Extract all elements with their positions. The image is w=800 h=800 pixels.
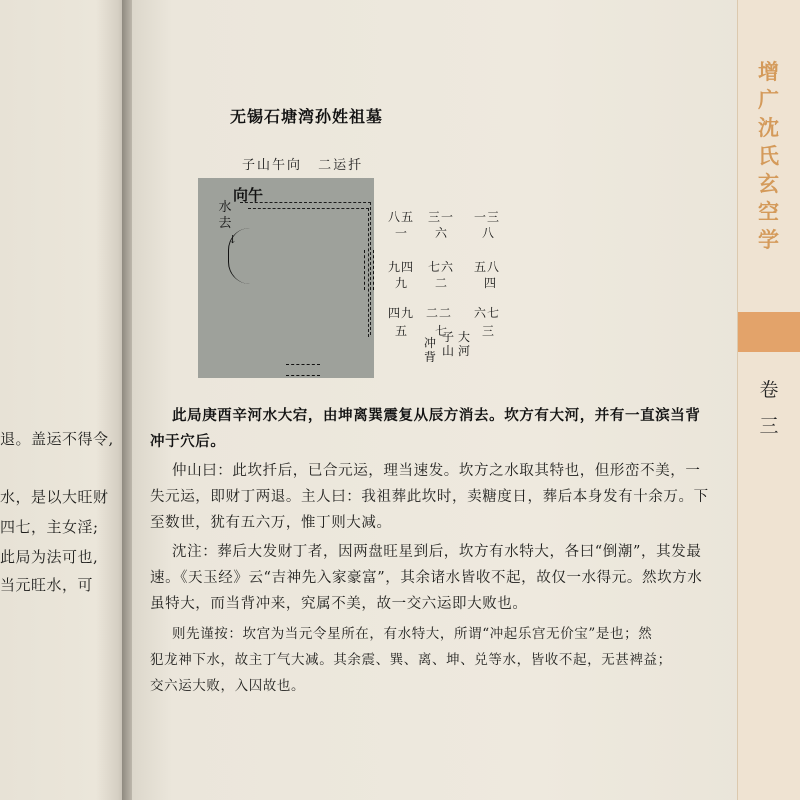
diagram-star-number: 八 [482,226,496,240]
river-hatch-mark [364,250,374,290]
volume-char: 卷 [759,379,779,401]
volume-label-vertical [756,372,782,444]
left-page-line: 四七，主女淫; [0,518,99,536]
diagram-star-number: 一三 [474,210,501,224]
paragraph-line: 速。《天玉经》云“吉神先入家豪富”，其余诸水皆收不起，故仅一水得元。然坎方水 [150,570,703,586]
side-title-char: 广 [758,87,779,112]
left-page-line: 水，是以大旺财 [0,488,109,506]
diagram-star-number: 九四 [388,260,415,274]
diagram-star-number: 二二 [426,306,453,320]
side-title-char: 空 [758,199,779,224]
side-title-char: 氏 [758,143,779,168]
left-page-line: 退。盖运不得令, [0,430,114,448]
diagram-star-number: 四 [484,276,498,290]
chapter-tab [738,312,800,352]
paragraph-line: 犯龙神下水，故主丁气大减。其余震、巽、离、坤、兑等水，皆收不起，无甚裨益； [150,652,672,668]
diagram-star-number: 六 [435,226,449,240]
paragraph-line: 冲于穴后。 [150,434,226,450]
side-title-char: 增 [758,59,779,84]
paragraph-line: 此局庚酉辛河水大宕，由坤离巽震复从辰方消去。坎方有大河，并有一直滨当背 [172,408,701,424]
diagram-bottom-label: 子 山 [442,330,455,358]
side-title-char: 玄 [758,171,779,196]
water-arrow-icon: ↓ [228,233,238,246]
diagram-star-number: 三一 [428,210,455,224]
left-page-line: 当元旺水，可 [0,576,94,594]
article-title: 无锡石塘湾孙姓祖墓 [230,107,384,126]
diagram-star-number: 四九 [388,306,415,320]
diagram-star-number: 九 [395,276,409,290]
side-title-char: 沈 [758,115,779,140]
diagram-star-number: 三 [482,324,496,338]
diagram-star-number: 一 [395,226,409,240]
side-margin-strip [737,0,800,800]
left-page [0,0,128,800]
paragraph-line: 虽特大，而当背冲来，究属不美，故一交六运即大败也。 [150,596,528,612]
book-title-vertical [758,58,778,254]
left-page-line: 此局为法可也, [0,548,99,566]
paragraph-line: 至数世，犹有五六万，惟丁则大减。 [150,515,392,531]
diagram-bottom-label: 大 河 [458,330,471,358]
diagram-inner-border [248,208,369,337]
diagram-star-number: 五八 [474,260,501,274]
volume-char: 三 [759,415,779,437]
article-subtitle: 子山午向 二运扦 [242,158,364,173]
diagram-star-number: 五 [395,324,409,338]
stream-hatch-mark [286,364,320,376]
diagram-star-number: 二 [435,276,449,290]
diagram-star-number: 七六 [428,260,455,274]
diagram-water-label: 水去 [218,200,232,231]
paragraph-line: 交六运大败，入囚故也。 [150,678,306,694]
paragraph-line: 则先谨按：坎宫为当元令星所在，有水特大，所谓“冲起乐宫无价宝”是也；然 [172,626,653,642]
diagram-star-number: 六七 [474,306,501,320]
diagram-facing-label: 向午 [233,186,264,204]
side-title-char: 学 [758,227,779,252]
paragraph-line: 沈注：葬后大发财丁者，因两盘旺星到后，坎方有水特大，各曰“倒潮”，其发最 [172,544,702,560]
diagram-star-number: 七 [435,324,449,338]
diagram-star-number: 八五 [388,210,415,224]
paragraph-line: 仲山曰：此坎扦后，已合元运，理当速发。坎方之水取其特也，但形峦不美，一 [172,463,701,479]
diagram-bottom-label: 冲 背 [424,336,437,364]
paragraph-line: 失元运，即财丁两退。主人曰：我祖葬此坎时，卖糖度日，葬后本身发有十余万。下 [150,489,709,505]
